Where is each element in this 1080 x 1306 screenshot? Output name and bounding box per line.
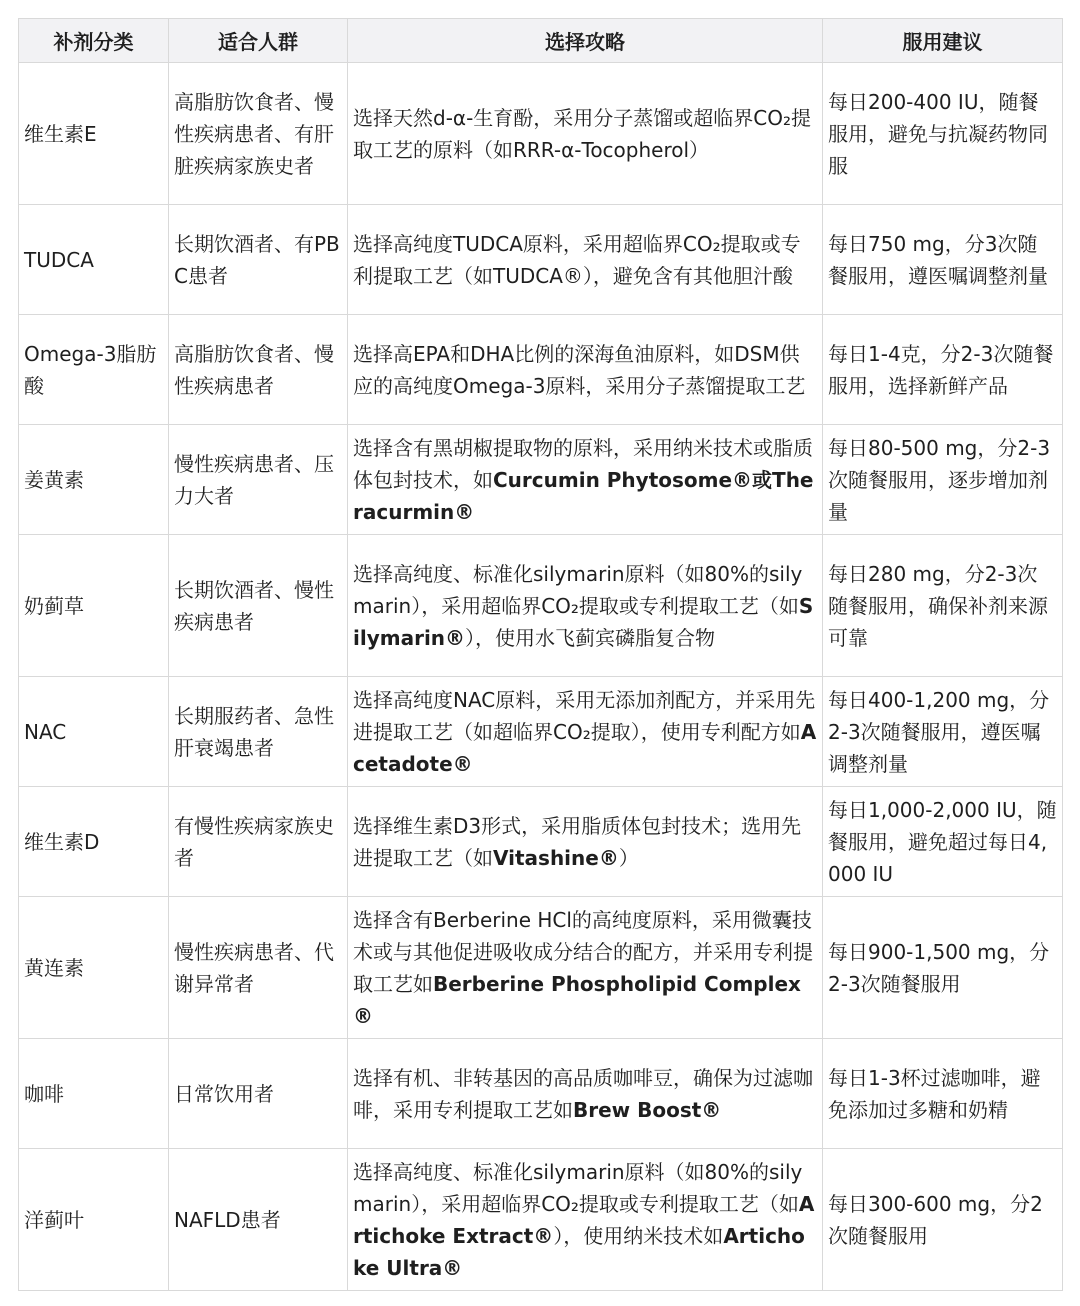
table-row <box>19 205 1063 315</box>
strategy-text: 选择高纯度NAC原料，采用无添加剂配方，并采用先进提取工艺（如超临界CO₂提取），使用专利配方如 <box>353 687 816 744</box>
strategy-text: 选择高纯度、标准化silymarin原料（如80%的silymarin），采用超临界CO₂提取或专利提取工艺（如 <box>353 1159 803 1216</box>
table-row <box>19 63 1063 205</box>
cell-strategy <box>348 787 823 897</box>
cell-population: 慢性疾病患者、代谢异常者 <box>169 897 348 1039</box>
cell-advice: 每日1,000-2,000 IU，随餐服用，避免超过每日4,000 IU <box>823 787 1063 897</box>
cell-strategy <box>348 1039 823 1149</box>
header-advice: 服用建议 <box>823 19 1063 63</box>
cell-population: 有慢性疾病家族史者 <box>169 787 348 897</box>
cell-category: 洋蓟叶 <box>19 1149 169 1291</box>
cell-strategy <box>348 677 823 787</box>
product-name: Acetadote® <box>353 719 817 776</box>
cell-population: 慢性疾病患者、压力大者 <box>169 425 348 535</box>
cell-advice: 每日1-4克，分2-3次随餐服用，选择新鲜产品 <box>823 315 1063 425</box>
strategy-text: 选择高纯度、标准化silymarin原料（如80%的silymarin），采用超临界CO₂提取或专利提取工艺（如 <box>353 561 803 618</box>
strategy-text: ），使用水飞蓟宾磷脂复合物 <box>465 625 716 650</box>
cell-strategy <box>348 1149 823 1291</box>
strategy-text: 选择有机、非转基因的高品质咖啡豆，确保为过滤咖啡，采用专利提取工艺如 <box>353 1065 813 1122</box>
product-name: Vitashine® <box>493 845 619 870</box>
cell-advice: 每日400-1,200 mg，分2-3次随餐服用，遵医嘱调整剂量 <box>823 677 1063 787</box>
strategy-text: 选择维生素D3形式，采用脂质体包封技术；选用先进提取工艺（如 <box>353 813 802 870</box>
strategy-text: 选择含有黑胡椒提取物的原料，采用纳米技术或脂质体包封技术，如 <box>353 435 813 492</box>
table-header-row <box>19 19 1063 63</box>
cell-advice: 每日280 mg，分2-3次随餐服用，确保补剂来源可靠 <box>823 535 1063 677</box>
cell-population: 长期饮酒者、有PBC患者 <box>169 205 348 315</box>
cell-strategy <box>348 205 823 315</box>
cell-population: 日常饮用者 <box>169 1039 348 1149</box>
table-row <box>19 535 1063 677</box>
table-row <box>19 1039 1063 1149</box>
cell-strategy <box>348 897 823 1039</box>
cell-category: 奶蓟草 <box>19 535 169 677</box>
cell-population: NAFLD患者 <box>169 1149 348 1291</box>
cell-strategy <box>348 315 823 425</box>
strategy-text: 选择天然d-α-生育酚，采用分子蒸馏或超临界CO₂提取工艺的原料（如RRR-α-Tocopherol） <box>353 105 812 162</box>
cell-category: 黄连素 <box>19 897 169 1039</box>
cell-population: 长期服药者、急性肝衰竭患者 <box>169 677 348 787</box>
table-row <box>19 677 1063 787</box>
cell-category: 维生素D <box>19 787 169 897</box>
supplement-table-container <box>18 18 1062 1291</box>
cell-category: NAC <box>19 677 169 787</box>
table-row <box>19 897 1063 1039</box>
cell-advice: 每日1-3杯过滤咖啡，避免添加过多糖和奶精 <box>823 1039 1063 1149</box>
table-row <box>19 315 1063 425</box>
strategy-text: 选择含有Berberine HCl的高纯度原料，采用微囊技术或与其他促进吸收成分结合的配方，并采用专利提取工艺如 <box>353 907 813 996</box>
table-row <box>19 425 1063 535</box>
cell-population: 高脂肪饮食者、慢性疾病患者、有肝脏疾病家族史者 <box>169 63 348 205</box>
header-category: 补剂分类 <box>19 19 169 63</box>
product-name: Brew Boost® <box>573 1097 722 1122</box>
cell-population: 高脂肪饮食者、慢性疾病患者 <box>169 315 348 425</box>
cell-strategy <box>348 535 823 677</box>
table-row <box>19 787 1063 897</box>
cell-category: 维生素E <box>19 63 169 205</box>
header-strategy: 选择攻略 <box>348 19 823 63</box>
cell-category: Omega-3脂肪酸 <box>19 315 169 425</box>
product-name: Artichoke Ultra® <box>353 1223 805 1280</box>
product-name: Curcumin Phytosome®或Theracurmin® <box>353 467 814 524</box>
cell-strategy <box>348 425 823 535</box>
cell-strategy <box>348 63 823 205</box>
table-body <box>19 63 1063 1291</box>
cell-category: TUDCA <box>19 205 169 315</box>
cell-category: 姜黄素 <box>19 425 169 535</box>
cell-advice: 每日300-600 mg，分2次随餐服用 <box>823 1149 1063 1291</box>
strategy-text: ），使用纳米技术如 <box>553 1223 724 1248</box>
cell-population: 长期饮酒者、慢性疾病患者 <box>169 535 348 677</box>
cell-category: 咖啡 <box>19 1039 169 1149</box>
strategy-text: ） <box>618 845 639 870</box>
cell-advice: 每日900-1,500 mg，分2-3次随餐服用 <box>823 897 1063 1039</box>
cell-advice: 每日200-400 IU，随餐服用，避免与抗凝药物同服 <box>823 63 1063 205</box>
product-name: Berberine Phospholipid Complex® <box>353 971 801 1028</box>
cell-advice: 每日750 mg，分3次随餐服用，遵医嘱调整剂量 <box>823 205 1063 315</box>
header-population: 适合人群 <box>169 19 348 63</box>
cell-advice: 每日80-500 mg，分2-3次随餐服用，逐步增加剂量 <box>823 425 1063 535</box>
product-name: Artichoke Extract® <box>353 1191 815 1248</box>
strategy-text: 选择高纯度TUDCA原料，采用超临界CO₂提取或专利提取工艺（如TUDCA®），避免含有其他胆汁酸 <box>353 231 801 288</box>
strategy-text: 选择高EPA和DHA比例的深海鱼油原料，如DSM供应的高纯度Omega-3原料，采用分子蒸馏提取工艺 <box>353 341 806 398</box>
product-name: Silymarin® <box>353 593 814 650</box>
supplement-table <box>18 18 1063 1291</box>
table-row <box>19 1149 1063 1291</box>
